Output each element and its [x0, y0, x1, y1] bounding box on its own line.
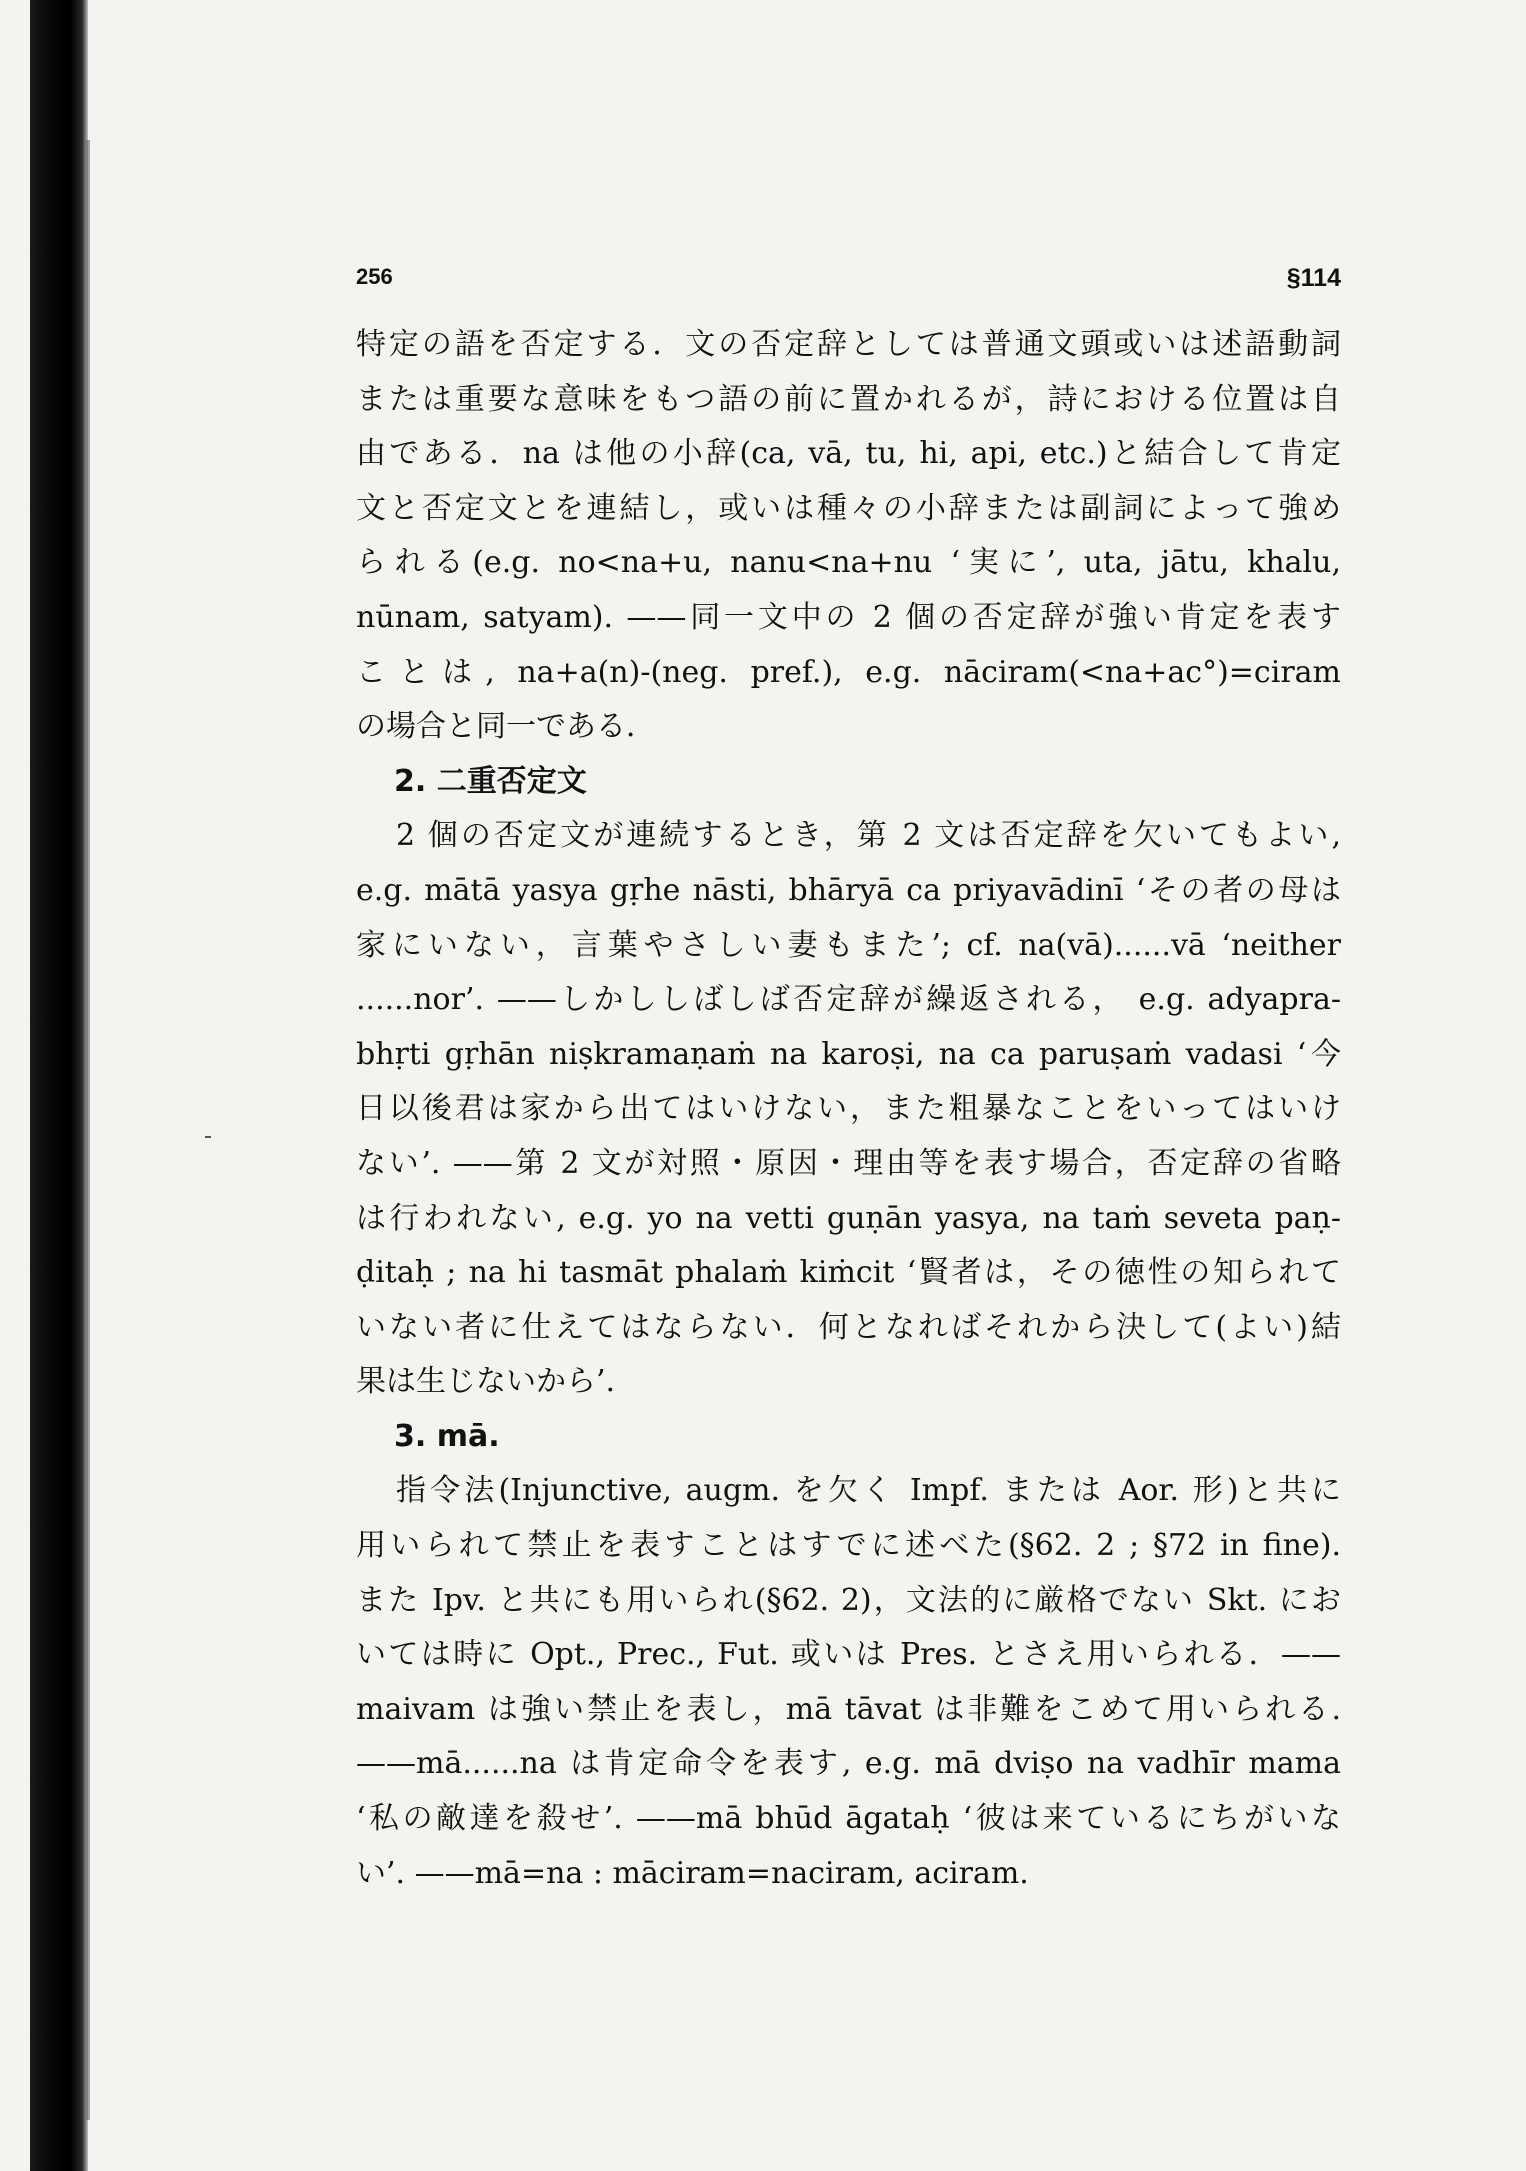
text-line: は行われない, e.g. yo na vetti guṇān yasya, na taṁ seveta paṇ-	[356, 1200, 1341, 1236]
text-line: 日以後君は家から出てはいけない，また粗暴なことをいってはいけ	[356, 1091, 1341, 1127]
text-line: 文と否定文とを連結し，或いは種々の小辞または副詞によって強め	[356, 490, 1341, 526]
text-line: い’. ——mā=na : māciram=naciram, aciram.	[356, 1855, 1029, 1891]
text-line: または重要な意味をもつ語の前に置かれるが，詩における位置は自	[356, 381, 1341, 417]
text-line: られる(e.g. no<na+u, nanu<na+nu ‘実に’, uta, jātu, khalu,	[356, 545, 1341, 581]
text-line: bhṛti gṛhān niṣkramaṇaṁ na karoṣi, na ca paruṣaṁ vadasi ‘今	[356, 1036, 1341, 1072]
text-line: ......nor’. ——しかししばしば否定辞が繰返される， e.g. adyapra-	[356, 982, 1341, 1018]
scan-speck	[205, 1136, 211, 1138]
section-heading-ma: 3. mā.	[394, 1418, 500, 1454]
text-line: 果は生じないから’.	[356, 1364, 616, 1400]
text-line: また Ipv. と共にも用いられ(§62. 2)，文法的に厳格でない Skt. にお	[356, 1582, 1341, 1618]
section-reference: §114	[1286, 264, 1341, 292]
page-body	[356, 318, 1341, 1901]
text-line: ない’. ——第 2 文が対照・原因・理由等を表す場合，否定辞の省略	[356, 1145, 1341, 1181]
text-line: いては時に Opt., Prec., Fut. 或いは Pres. とさえ用いられる．——	[356, 1637, 1341, 1673]
page-number: 256	[356, 264, 393, 289]
book-binding-edge	[30, 0, 88, 2171]
text-line: の場合と同一である．	[356, 709, 656, 745]
section-heading-double-negation: 2. 二重否定文	[394, 763, 587, 799]
text-line: ‘私の敵達を殺せ’. ——mā bhūd āgataḥ ‘彼は来ているにちがいな	[356, 1801, 1341, 1837]
text-line: いない者に仕えてはならない．何となればそれから決して(よい)結	[356, 1309, 1341, 1345]
text-line: ことは, na+a(n)-(neg. pref.), e.g. nāciram(<na+ac°)=ciram	[356, 654, 1341, 690]
text-line: 指令法(Injunctive, augm. を欠く Impf. または Aor. 形)と共に	[396, 1473, 1341, 1509]
text-line: nūnam, satyam). ——同一文中の 2 個の否定辞が強い肯定を表す	[356, 599, 1341, 635]
text-line: 由である．na は他の小辞(ca, vā, tu, hi, api, etc.)と結合して肯定	[356, 436, 1341, 472]
text-line: ḍitaḥ ; na hi tasmāt phalaṁ kiṁcit ‘賢者は，その徳性の知られて	[356, 1255, 1341, 1291]
text-line: ——mā......na は肯定命令を表す, e.g. mā dviṣo na vadhīr mama	[356, 1746, 1341, 1782]
text-line: 用いられて禁止を表すことはすでに述べた(§62. 2 ; §72 in fine).	[356, 1528, 1341, 1564]
text-line: e.g. mātā yasya gṛhe nāsti, bhāryā ca priyavādinī ‘その者の母は	[356, 872, 1341, 908]
page-header	[356, 258, 1341, 298]
text-line: 家にいない，言葉やさしい妻もまた’; cf. na(vā)......vā ‘neither	[356, 927, 1341, 963]
text-line: maivam は強い禁止を表し，mā tāvat は非難をこめて用いられる.	[356, 1691, 1341, 1727]
text-line: 特定の語を否定する．文の否定辞としては普通文頭或いは述語動詞	[356, 327, 1341, 362]
text-line: 2 個の否定文が連続するとき，第 2 文は否定辞を欠いてもよい,	[396, 818, 1341, 854]
binding-shadow	[86, 140, 90, 2120]
